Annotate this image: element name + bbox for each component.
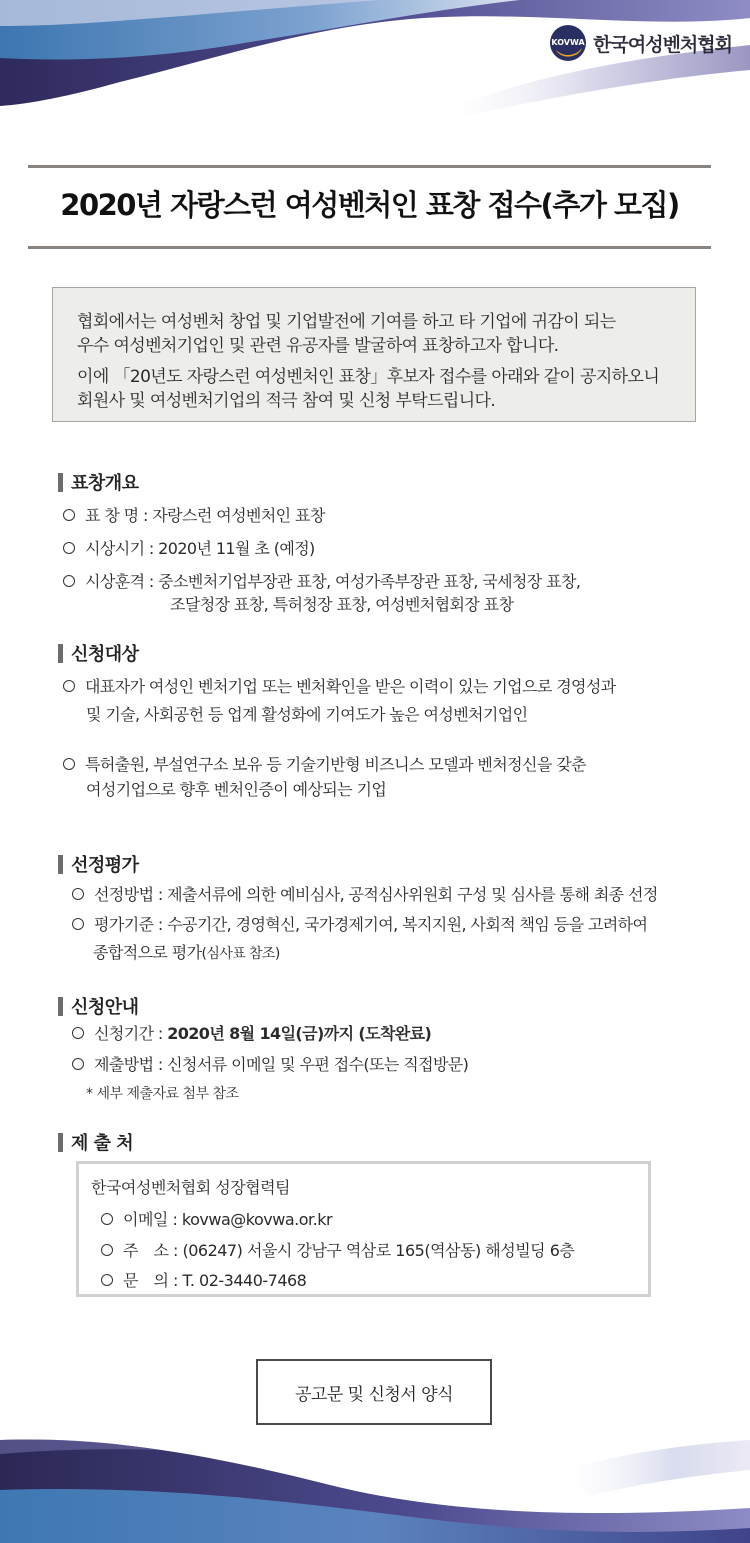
intro-line-3: 이에 「20년도 자랑스런 여성벤처인 표창」후보자 접수를 아래와 같이 공지하오니 [77, 367, 660, 387]
svg-text:KOVWA: KOVWA [551, 38, 585, 47]
circle-bullet-icon [72, 1027, 84, 1039]
item-text: 시상시기 : 2020년 11월 초 (예정) [85, 539, 315, 558]
item-text: 종합적으로 평가 [93, 943, 202, 962]
org-name: 한국여성벤처협회 [593, 33, 732, 56]
download-form-button[interactable]: 공고문 및 신청서 양식 [256, 1359, 492, 1425]
section-heading-overview [58, 469, 139, 495]
section-bar-icon [58, 997, 63, 1016]
circle-bullet-icon [63, 680, 75, 692]
eligibility-item-2 [63, 752, 586, 777]
overview-award-type [63, 569, 580, 594]
intro-line-1: 협회에서는 여성벤처 창업 및 기업발전에 기여를 하고 타 기업에 귀감이 되는 [77, 312, 616, 332]
section-title: 제 출 처 [71, 1133, 134, 1154]
circle-bullet-icon [63, 575, 75, 587]
section-bar-icon [58, 1133, 63, 1152]
period-value: 2020년 8월 14일(금)까지 (도착완료) [167, 1024, 432, 1043]
circle-bullet-icon [72, 1058, 84, 1070]
item-text: 평가기준 : 수공기간, 경영혁신, 국가경제기여, 복지지원, 사회적 책임 등을 고려하여 [94, 915, 648, 934]
item-text: 특허출원, 부설연구소 보유 등 기술기반형 비즈니스 모델과 벤처정신을 갖춘 [85, 755, 586, 774]
item-text: 제출방법 : 신청서류 이메일 및 우편 접수(또는 직접방문) [94, 1055, 469, 1074]
intro-paragraph-2 [77, 365, 685, 413]
evaluation-criteria-cont [93, 940, 280, 967]
item-label: 신청기간 : [94, 1024, 168, 1043]
section-bar-icon [58, 855, 63, 874]
application-method [72, 1052, 468, 1077]
section-heading-submission [58, 1129, 133, 1155]
item-text: 선정방법 : 제출서류에 의한 예비심사, 공적심사위원회 구성 및 심사를 통해 최종 선정 [94, 885, 658, 904]
title-bottom-rule [28, 246, 711, 249]
item-text: 조달청장 표창, 특허청장 표창, 여성벤처협회장 표창 [170, 595, 514, 614]
page-title: 2020년 자랑스런 여성벤처인 표창 접수(추가 모집) [60, 188, 679, 222]
overview-award-name [63, 503, 325, 528]
org-logo [549, 24, 732, 62]
circle-bullet-icon [63, 542, 75, 554]
contact-team: 한국여성벤처협회 성장협력팀 [91, 1178, 291, 1197]
contact-address [101, 1238, 574, 1261]
section-heading-evaluation [58, 851, 139, 877]
eligibility-item-2-cont [86, 777, 386, 802]
section-title: 신청안내 [71, 997, 139, 1018]
item-text: 여성기업으로 향후 벤처인증이 예상되는 기업 [86, 780, 387, 799]
circle-bullet-icon [72, 888, 84, 900]
contact-email [101, 1207, 332, 1230]
eligibility-item-1 [63, 674, 616, 699]
intro-box [52, 287, 696, 422]
circle-bullet-icon [63, 509, 75, 521]
item-text: 표 창 명 : 자랑스런 여성벤처인 표창 [85, 506, 325, 525]
circle-bullet-icon [72, 918, 84, 930]
title-top-rule [28, 165, 711, 168]
item-text: 주 소 : (06247) 서울시 강남구 역삼로 165(역삼동) 해성빌딩 6층 [123, 1241, 575, 1260]
item-text: 이메일 : kovwa@kovwa.or.kr [123, 1210, 333, 1229]
item-text: 문 의 : T. 02-3440-7468 [123, 1271, 307, 1290]
section-title: 표창개요 [71, 473, 139, 494]
section-bar-icon [58, 644, 63, 663]
criteria-note: (심사표 참조) [201, 946, 280, 962]
application-note: * 세부 제출자료 첨부 참조 [86, 1086, 239, 1102]
eligibility-item-1-cont [86, 702, 528, 727]
overview-award-date [63, 536, 315, 561]
circle-bullet-icon [101, 1274, 113, 1286]
section-title: 신청대상 [71, 644, 139, 665]
item-text: 대표자가 여성인 벤처기업 또는 벤처확인을 받은 이력이 있는 기업으로 경영성과 [85, 677, 616, 696]
intro-line-4: 회원사 및 여성벤처기업의 적극 참여 및 신청 부탁드립니다. [77, 391, 496, 411]
circle-bullet-icon [101, 1244, 113, 1256]
kovwa-logo-icon [549, 24, 587, 62]
section-title: 선정평가 [71, 855, 139, 876]
contact-box [76, 1161, 651, 1297]
section-bar-icon [58, 473, 63, 492]
section-heading-application [58, 993, 139, 1019]
item-text: 시상훈격 : 중소벤처기업부장관 표창, 여성가족부장관 표창, 국세청장 표창, [85, 572, 581, 591]
item-text: 및 기술, 사회공헌 등 업계 활성화에 기여도가 높은 여성벤처기업인 [86, 705, 528, 724]
footer-wave-decoration [0, 1430, 750, 1543]
intro-paragraph-1 [77, 310, 685, 358]
evaluation-method [72, 882, 658, 907]
circle-bullet-icon [101, 1213, 113, 1225]
contact-phone [101, 1268, 306, 1291]
intro-line-2: 우수 여성벤처기업인 및 관련 유공자를 발굴하여 표창하고자 합니다. [77, 336, 559, 356]
section-heading-eligibility [58, 640, 139, 666]
circle-bullet-icon [63, 758, 75, 770]
overview-award-type-cont [170, 592, 513, 617]
evaluation-criteria [72, 912, 647, 937]
application-period [72, 1021, 431, 1046]
